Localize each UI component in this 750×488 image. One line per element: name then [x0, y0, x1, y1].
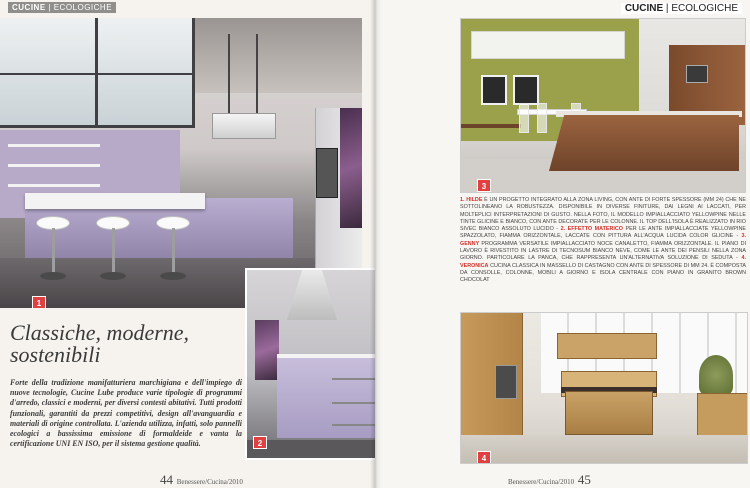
central-island: [565, 391, 653, 435]
shelf: [8, 184, 100, 187]
hood-cable: [228, 34, 230, 114]
ceiling: [195, 18, 362, 93]
bar-stool: [36, 216, 70, 282]
section-header-left: CUCINE | ECOLOGICHE: [8, 2, 116, 13]
caption-text-4: CUCINA CLASSICA IN MASSELLO DI CASTAGNO CON ANTE DI SPESSORE DI MM 24. È COMPOSTA DA CONSOLLE, COLONNE, MOBILI A GIORNO E ISOLA CENTRALE CON PIANO IN GRANITO BROWN CHOCOLAT: [460, 262, 746, 284]
caption-text-2: PER LE ANTE IMPIALLACCIATE YELLOWPINE SPAZZOLATO, FIAMMA ORIZZONTALE, LACCATE CON PITTURA ALL'ACQUA LUCIDA COLOR GLICINE -: [460, 226, 746, 240]
wall-picture: [513, 75, 539, 105]
decorated-door: [255, 320, 279, 380]
caption-text-3: PROGRAMMA VERSATILE IMPIALLACCIATO NOCE CANALETTO, FIAMMA ORIZZONTALE. IL PIANO DI LAVORO È RIVESTITO IN LASTRE DI TECNOSUM BIANCO NEVE, COME LE ANTE DEI PENSILI NELLA ZONA GIORNO. PARTICOLARE LA PANCA, CHE RAPPRESENTA UN'ALTERNATIVA SOLUZIONE DI SEDUTA -: [460, 240, 746, 262]
built-in-oven: [495, 365, 517, 399]
built-in-oven: [686, 65, 708, 83]
page-number-left: 44: [160, 472, 173, 487]
wall-picture: [481, 75, 507, 105]
photo-number-4: 4: [477, 451, 491, 464]
section-header-right: CUCINE | ECOLOGICHE: [621, 3, 742, 14]
publication-name-left: Benessere/Cucina/2010: [176, 478, 243, 486]
hood-cabinet: [557, 333, 657, 359]
bar-stool: [156, 216, 190, 282]
caption-text-1: È UN PROGETTO INTEGRATO ALLA ZONA LIVING, CON ANTE DI FORTE SPESSORE (MM 24) CHE NE SOTTOLINEANO LA ROBUSTEZZA. DISPONIBILE IN DIVERSE FINITURE, DAI LEGNI AI LACCATI, PER MOLTEPLICI INTERPRETAZIONI DI GUSTO. NELLA FOTO, IL MODELLO IMPIALLACCIATO YELLOWPINE NELLE TINTE GLICINE E BIANCO, CON ANTE DECORATE PER LE COLONNE. IL TOP DELL'ISOLA È REALIZZATO IN RIO SIVEC BIANCO ASSOLUTO LUCIDO -: [460, 197, 746, 233]
caption-label-2: 2. EFFETTO MATERICO: [560, 226, 623, 233]
photo-number-3: 3: [477, 179, 491, 192]
caption-label-4: 4. VERONICA: [460, 255, 746, 269]
window: [0, 18, 195, 128]
chair: [537, 103, 547, 133]
built-in-oven: [316, 148, 338, 198]
lilac-cabinets: [277, 358, 381, 438]
kitchen-photo-detail: [245, 268, 381, 460]
publication-name-right: Benessere/Cucina/2010: [508, 478, 575, 486]
caption-label-1: 1. HILDE: [460, 197, 483, 203]
floor: [461, 435, 748, 464]
bench: [461, 124, 521, 128]
chair: [519, 103, 529, 133]
article-title: [10, 322, 245, 366]
page-folio-right: [508, 472, 591, 488]
wall-cabinets: [471, 31, 625, 59]
article-body: Forte della tradizione manifatturiera marchigiana e dell'impiego di nuove tecnologie, Cucine Lube produce varie tipologie di programmi d'arredo, classici e moderni, per diversi contesti abitativi. Tutti prodotti funzionali, garantiti da prezzi competitivi, design all'avanguardia e materiali di origine controllata. L'azienda utilizza, infatti, solo pannelli ecologici a bassissima emissione di formaldeide e vanta la certificazione UNI EN ISO, per il sistema gestione qualità.: [10, 378, 242, 449]
range-hood: [287, 270, 337, 320]
title-line-2: sostenibili: [10, 342, 101, 367]
page-number-right: 45: [577, 472, 591, 487]
page-gutter: [370, 0, 382, 488]
floor: [247, 440, 381, 460]
plant: [699, 355, 733, 395]
photo-number-1: 1: [32, 296, 46, 308]
island-countertop: [25, 193, 205, 209]
photo-number-2: 2: [253, 436, 267, 449]
hood-cable: [256, 34, 258, 114]
photo-captions: [460, 197, 746, 285]
kitchen-photo-genny: [460, 18, 746, 193]
bar-stool: [96, 216, 130, 282]
decorated-column-door: [340, 108, 362, 228]
caption-label-3: 3. GENNY: [460, 233, 746, 247]
suspended-hood: [212, 113, 276, 139]
title-line-1: Classiche, moderne,: [10, 320, 190, 345]
shelf: [8, 144, 100, 147]
page-folio-left: [160, 472, 243, 488]
kitchen-photo-hilde: [0, 18, 362, 308]
kitchen-photo-veronica: [460, 312, 748, 464]
walnut-island: [549, 115, 739, 171]
shelf: [8, 164, 100, 167]
